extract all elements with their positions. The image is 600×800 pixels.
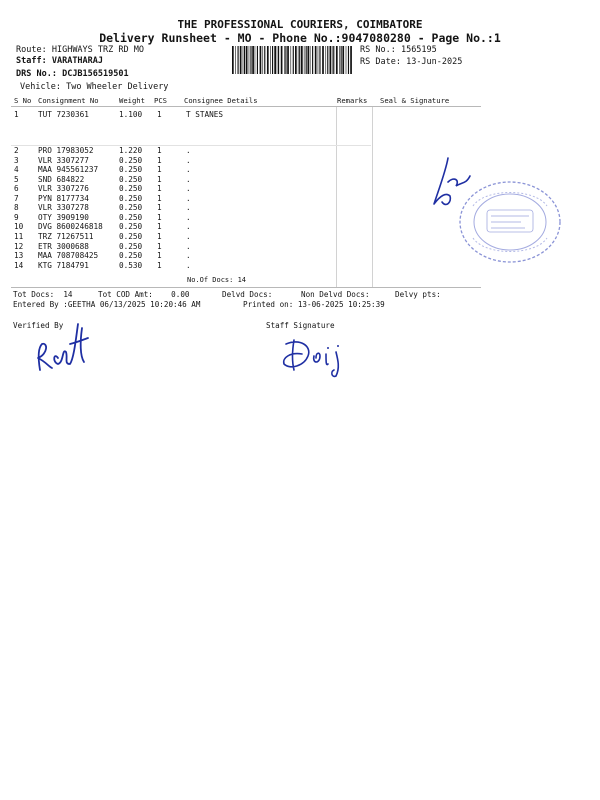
cell-weight: 0.250	[119, 212, 143, 222]
delivery-stamp-image	[455, 176, 565, 268]
entered-by: Entered By :GEETHA 06/13/2025 10:20:46 AM	[13, 300, 201, 309]
cell-consignee: .	[186, 203, 191, 213]
cell-consignment-no: KTG 7184791	[38, 260, 89, 270]
col-remarks: Remarks	[337, 96, 368, 105]
cell-pcs: 1	[157, 174, 162, 184]
barcode-bar	[346, 46, 347, 74]
cell-weight: 0.250	[119, 155, 143, 165]
cell-weight: 0.250	[119, 193, 143, 203]
cell-sno: 2	[14, 146, 19, 155]
barcode-bar	[284, 46, 285, 74]
cell-sno: 1	[14, 110, 19, 119]
barcode-bar	[240, 46, 242, 74]
vehicle-line	[20, 82, 168, 92]
barcode-bar	[272, 46, 273, 74]
company-title: THE PROFESSIONAL COURIERS, COIMBATORE	[177, 18, 423, 31]
cell-pcs: 1	[157, 155, 162, 165]
barcode-bar	[327, 46, 328, 74]
cell-consignment-no: VLR 3307277	[38, 155, 89, 165]
barcode-bar	[293, 46, 294, 74]
cell-pcs: 1	[157, 231, 162, 241]
column-divider-seal	[372, 107, 373, 288]
cell-consignment-no: PRO 17983052	[38, 146, 94, 155]
barcode-bar	[339, 46, 340, 74]
cell-pcs: 1	[157, 212, 162, 222]
cell-pcs: 1	[157, 146, 162, 155]
barcode-bar	[264, 46, 265, 74]
cell-consignment-no: PYN 8177734	[38, 193, 89, 203]
cell-weight: 0.250	[119, 203, 143, 213]
staff-signature-image	[280, 334, 360, 378]
cell-weight: 0.250	[119, 241, 143, 251]
rs-no-value: 1565195	[400, 45, 437, 55]
header-rule	[11, 106, 481, 107]
barcode-bar	[341, 46, 342, 74]
cell-consignment-no: MAA 945561237	[38, 165, 99, 175]
cell-consignee: .	[186, 165, 191, 175]
delvd-docs-label: Delvd Docs:	[222, 290, 273, 299]
barcode-bar	[252, 46, 254, 74]
barcode-bar	[332, 46, 333, 74]
cell-consignment-no: TRZ 71267511	[38, 231, 94, 241]
cell-consignee: .	[186, 222, 191, 232]
drs-value: DCJB156519501	[62, 69, 129, 79]
cell-sno: 11	[14, 231, 24, 241]
cell-weight: 0.530	[119, 260, 143, 270]
barcode-bar	[319, 46, 320, 74]
col-consignment: Consignment No	[38, 96, 99, 105]
vehicle-label: Vehicle:	[20, 82, 61, 92]
cell-consignee: .	[186, 174, 191, 184]
cell-pcs: 1	[157, 251, 162, 261]
barcode-bar	[232, 46, 234, 74]
cell-weight: 1.100	[119, 110, 143, 119]
barcode-bar	[285, 46, 286, 74]
no-of-docs: No.Of Docs: 14	[187, 276, 247, 284]
cell-consignment-no: SND 684822	[38, 174, 85, 184]
non-delvd-docs-label: Non Delvd Docs:	[301, 290, 370, 299]
cell-pcs: 1	[157, 193, 162, 203]
barcode-bar	[255, 46, 256, 74]
barcode-bar	[270, 46, 271, 74]
drs-label: DRS No.:	[16, 69, 57, 79]
barcode-bar	[336, 46, 338, 74]
cell-consignment-no: MAA 708708425	[38, 251, 99, 261]
runsheet-title: Delivery Runsheet - MO - Phone No.:9047080280 - Page No.:1	[99, 31, 501, 45]
cell-pcs: 1	[157, 165, 162, 175]
cell-pcs: 1	[157, 222, 162, 232]
col-weight: Weight	[119, 96, 145, 105]
barcode-bar	[291, 46, 292, 74]
staff-value: VARATHARAJ	[51, 56, 104, 66]
cell-pcs: 1	[157, 203, 162, 213]
printed-on: Printed on: 13-06-2025 10:25:39	[243, 300, 385, 309]
col-seal-signature: Seal & Signature	[380, 96, 450, 105]
cell-weight: 0.250	[119, 184, 143, 194]
verified-by-label: Verified By	[13, 321, 64, 330]
tot-docs	[13, 290, 72, 299]
barcode-bar	[257, 46, 258, 74]
delvy-pts-label: Delvy pts:	[395, 290, 441, 299]
barcode-bar	[243, 46, 244, 74]
barcode-bar	[304, 46, 305, 74]
cell-consignee: T STANES	[186, 110, 224, 119]
cell-pcs: 1	[157, 110, 162, 119]
cell-sno: 12	[14, 241, 24, 251]
cell-pcs: 1	[157, 260, 162, 270]
barcode-bar	[310, 46, 311, 74]
barcode-bar	[322, 46, 324, 74]
barcode-bar	[274, 46, 276, 74]
cell-pcs: 1	[157, 241, 162, 251]
cell-consignment-no: VLR 3307278	[38, 203, 89, 213]
cell-consignee: .	[186, 251, 191, 261]
barcode-bar	[298, 46, 299, 74]
cell-weight: 0.250	[119, 231, 143, 241]
rs-date-line	[360, 57, 462, 67]
tot-cod-label: Tot COD Amt:	[98, 290, 153, 299]
cell-weight: 0.250	[119, 174, 143, 184]
staff-label: Staff:	[16, 56, 47, 66]
cell-consignee: .	[186, 260, 191, 270]
barcode-bar	[312, 46, 313, 74]
barcode-bar	[260, 46, 262, 74]
cell-sno: 9	[14, 212, 19, 222]
cell-weight: 0.250	[119, 165, 143, 175]
cell-sno: 3	[14, 155, 19, 165]
barcode-bar	[299, 46, 300, 74]
barcode-bar	[235, 46, 236, 74]
route-line	[16, 45, 144, 55]
rs-date-value: 13-Jun-2025	[406, 57, 463, 67]
drs-line	[16, 69, 129, 79]
cell-sno: 6	[14, 184, 19, 194]
barcode-bar	[333, 46, 334, 74]
cell-weight: 1.220	[119, 146, 143, 155]
barcode-bar	[278, 46, 279, 74]
cell-consignment-no: TUT 7230361	[38, 110, 89, 119]
column-divider-remarks	[336, 107, 337, 288]
cell-sno: 4	[14, 165, 19, 175]
barcode-bar	[277, 46, 278, 74]
cell-sno: 5	[14, 174, 19, 184]
rs-no-label: RS No.:	[360, 45, 396, 55]
barcode-bar	[306, 46, 307, 74]
cell-consignment-no: ETR 3000688	[38, 241, 89, 251]
table-bottom-rule	[11, 287, 481, 288]
barcode-bar	[238, 46, 239, 74]
cell-sno: 14	[14, 260, 24, 270]
barcode-bar	[350, 46, 352, 74]
vehicle-value: Two Wheeler Delivery	[66, 82, 169, 92]
barcode-bar	[249, 46, 250, 74]
barcode-bar	[267, 46, 269, 74]
barcode-bar	[301, 46, 303, 74]
tot-docs-value: 14	[63, 290, 73, 299]
staff-line	[16, 56, 103, 66]
cell-weight: 0.250	[119, 251, 143, 261]
barcode-bar	[262, 46, 263, 74]
route-label: Route:	[16, 45, 47, 55]
cell-weight: 0.250	[119, 222, 143, 232]
route-value: HIGHWAYS TRZ RD MO	[51, 45, 144, 55]
cell-sno: 10	[14, 222, 24, 232]
barcode-image	[232, 46, 352, 74]
barcode-bar	[325, 46, 326, 74]
barcode-bar	[295, 46, 297, 74]
rs-no-line	[360, 45, 437, 55]
cell-consignee: .	[186, 212, 191, 222]
barcode-bar	[318, 46, 319, 74]
tot-docs-label: Tot Docs:	[13, 290, 55, 299]
col-sno: S No	[14, 96, 32, 105]
barcode-bar	[281, 46, 283, 74]
cell-consignee: .	[186, 146, 191, 155]
cell-consignee: .	[186, 193, 191, 203]
barcode-bar	[244, 46, 245, 74]
cell-pcs: 1	[157, 184, 162, 194]
barcode-bar	[246, 46, 248, 74]
barcode-bar	[307, 46, 309, 74]
cell-consignment-no: DVG 8600246818	[38, 222, 103, 232]
cell-sno: 8	[14, 203, 19, 213]
col-pcs: PCS	[154, 96, 167, 105]
barcode-bar	[342, 46, 344, 74]
cell-consignee: .	[186, 155, 191, 165]
tot-cod	[98, 290, 189, 299]
cell-consignee: .	[186, 184, 191, 194]
cell-consignment-no: OTY 3909190	[38, 212, 89, 222]
cell-consignee: .	[186, 231, 191, 241]
cell-consignee: .	[186, 241, 191, 251]
verified-by-signature-image	[30, 318, 100, 376]
staff-signature-label: Staff Signature	[266, 321, 335, 330]
barcode-bar	[348, 46, 349, 74]
col-consignee: Consignee Details	[184, 96, 258, 105]
cell-sno: 13	[14, 251, 24, 261]
cell-consignment-no: VLR 3307276	[38, 184, 89, 194]
tot-cod-value: 0.00	[171, 290, 190, 299]
barcode-bar	[287, 46, 289, 74]
barcode-bar	[250, 46, 251, 74]
barcode-bar	[315, 46, 317, 74]
rs-date-label: RS Date:	[360, 57, 401, 67]
cell-sno: 7	[14, 193, 19, 203]
barcode-bar	[330, 46, 332, 74]
